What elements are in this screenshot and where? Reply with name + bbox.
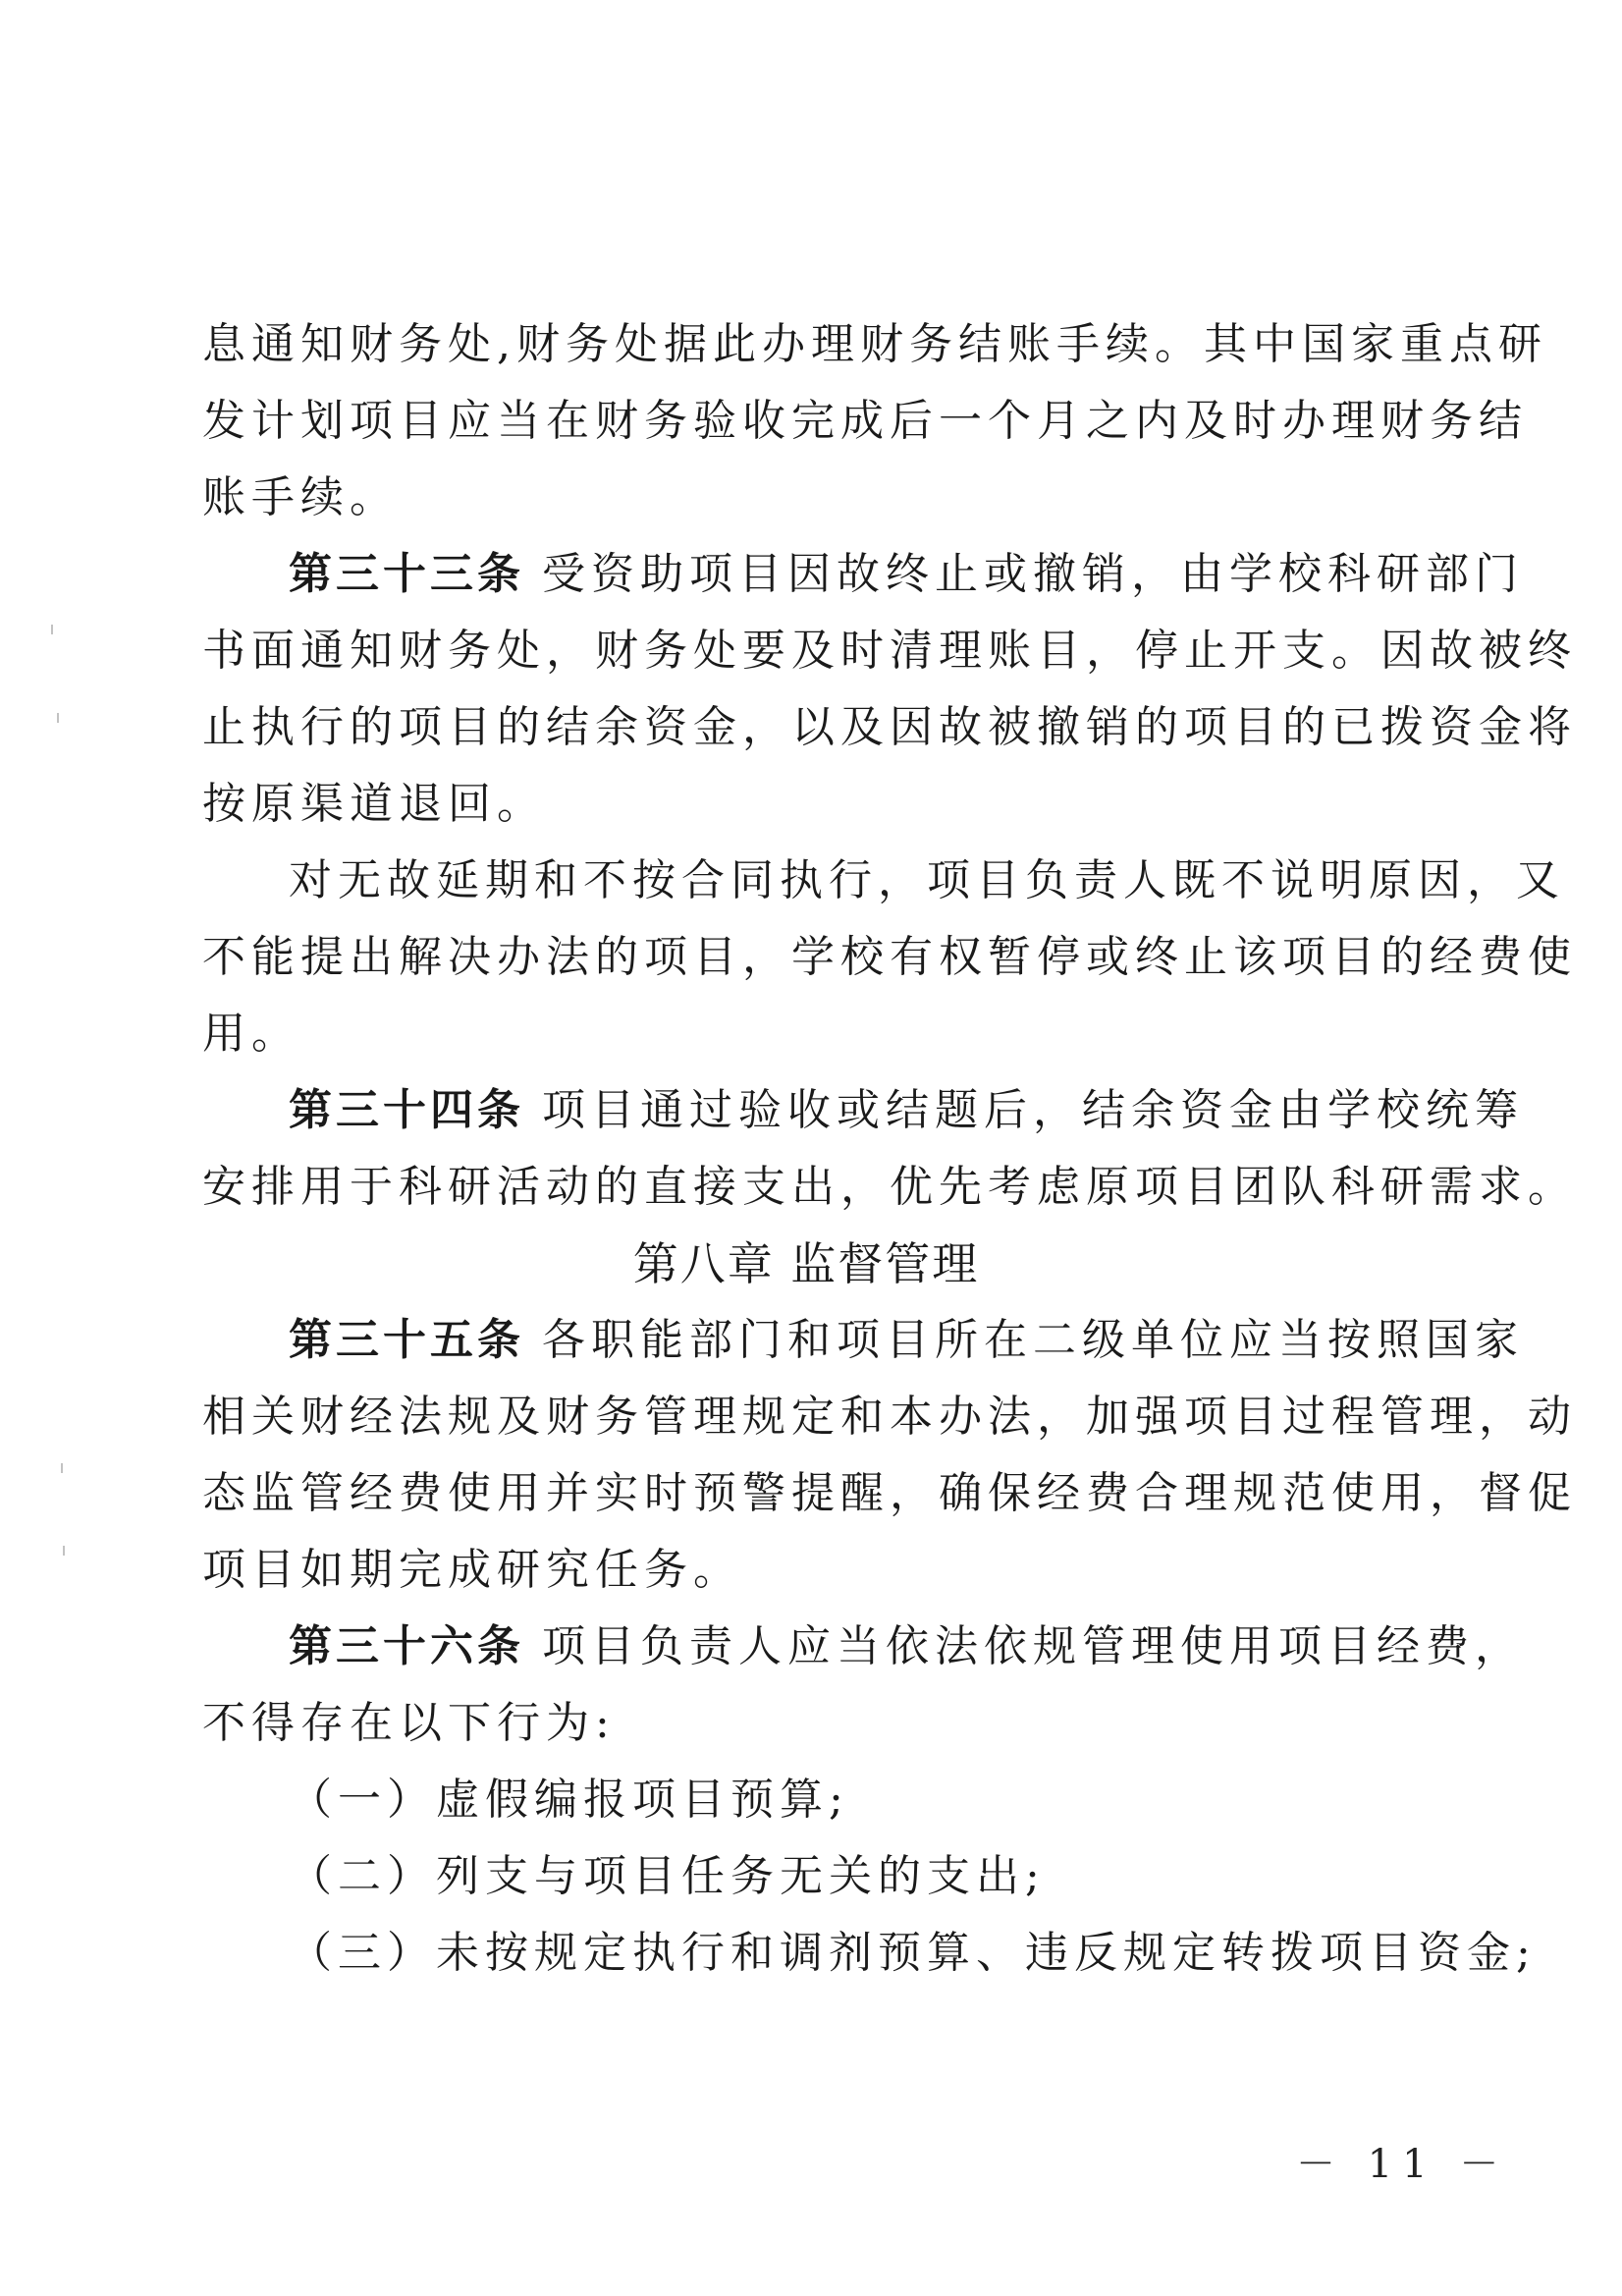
paragraph-line: 态监管经费使用并实时预警提醒，确保经费合理规范使用，督促 (202, 1468, 1577, 1518)
article-35-text: 各职能部门和项目所在二级单位应当按照国家 (542, 1315, 1524, 1365)
scan-speck (51, 625, 53, 634)
paragraph-line: 安排用于科研活动的直接支出，优先考虑原项目团队科研需求。 (202, 1162, 1577, 1212)
article-35-label: 第三十五条 (289, 1315, 524, 1365)
page-number: － 11 － (1296, 2142, 1509, 2187)
paragraph-line: 按原渠道退回。 (202, 779, 546, 829)
article-33-text: 受资助项目因故终止或撤销，由学校科研部门 (542, 549, 1524, 599)
article-36-label: 第三十六条 (289, 1621, 524, 1671)
paragraph-line: 用。 (202, 1009, 300, 1059)
article-35-first-line (202, 1302, 1524, 1379)
chapter-heading: 第八章 监督管理 (632, 1237, 980, 1290)
paragraph-line: 不能提出解决办法的项目，学校有权暂停或终止该项目的经费使 (202, 932, 1577, 982)
scan-speck (61, 1463, 63, 1473)
paragraph-line: 对无故延期和不按合同执行，项目负责人既不说明原因，又 (289, 855, 1565, 905)
paragraph-line: 不得存在以下行为: (202, 1698, 616, 1748)
article-33-label: 第三十三条 (289, 549, 524, 599)
paragraph-line: 止执行的项目的结余资金，以及因故被撤销的项目的已拨资金将 (202, 702, 1577, 752)
paragraph-line: 项目如期完成研究任务。 (202, 1545, 742, 1595)
list-item: （一）虚假编报项目预算; (289, 1775, 849, 1825)
list-item: （二）列支与项目任务无关的支出; (289, 1851, 1046, 1901)
article-36-first-line (202, 1609, 1524, 1685)
paragraph-line: 息通知财务处,财务处据此办理财务结账手续。其中国家重点研 (202, 319, 1547, 369)
article-36-text: 项目负责人应当依法依规管理使用项目经费， (542, 1621, 1524, 1671)
document-body (202, 306, 1577, 1992)
article-33-first-line (202, 536, 1524, 613)
paragraph-line: 账手续。 (202, 472, 399, 522)
article-34-label: 第三十四条 (289, 1085, 524, 1135)
scan-speck (57, 713, 59, 723)
list-item: （三）未按规定执行和调剂预算、违反规定转拨项目资金; (289, 1928, 1537, 1978)
paragraph-line: 相关财经法规及财务管理规定和本办法，加强项目过程管理，动 (202, 1392, 1577, 1442)
paragraph-line: 发计划项目应当在财务验收完成后一个月之内及时办理财务结 (202, 396, 1528, 446)
article-34-first-line (202, 1072, 1524, 1149)
scan-speck (63, 1546, 65, 1556)
paragraph-line: 书面通知财务处，财务处要及时清理账目，停止开支。因故被终 (202, 626, 1577, 676)
article-34-text: 项目通过验收或结题后，结余资金由学校统筹 (542, 1085, 1524, 1135)
